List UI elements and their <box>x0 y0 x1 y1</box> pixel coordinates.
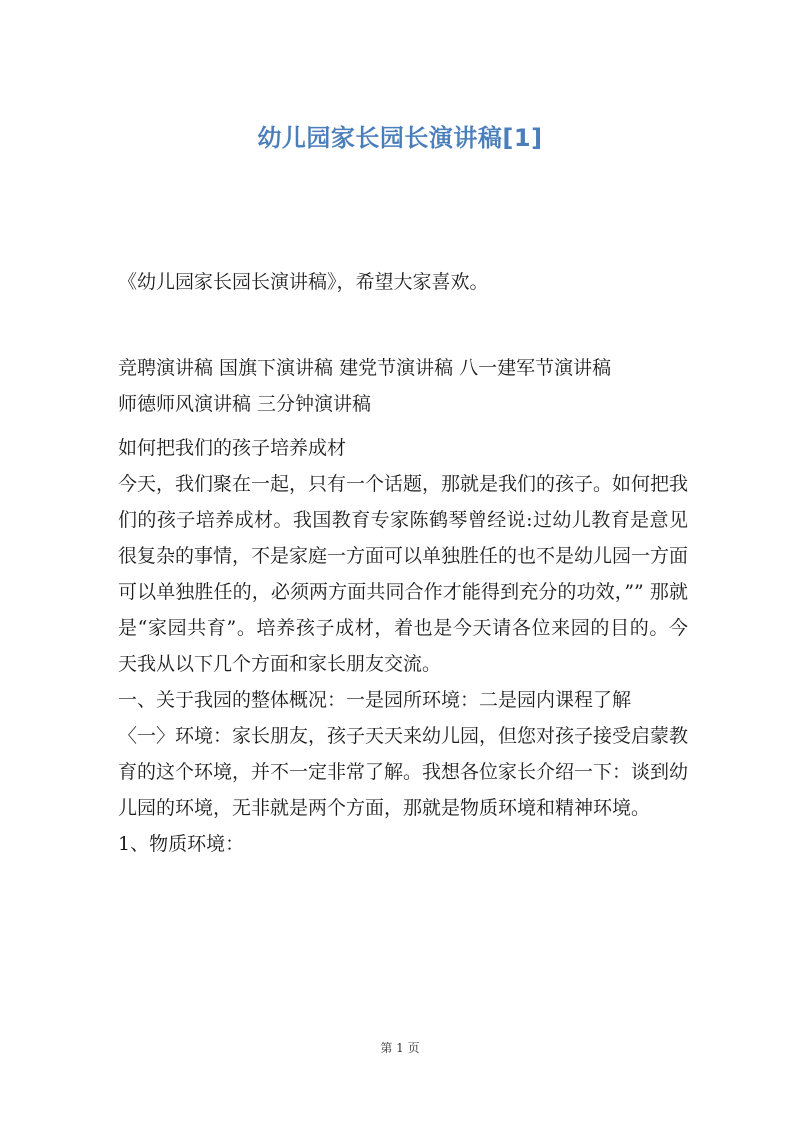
page-title: 幼儿园家长园长演讲稿[1] <box>257 124 543 152</box>
related-links-line[interactable]: 师德师风演讲稿 三分钟演讲稿 <box>118 393 372 415</box>
sub-heading: 1、物质环境： <box>118 833 245 855</box>
intro-paragraph: 《幼儿园家长园长演讲稿》，希望大家喜欢。 <box>118 271 489 293</box>
related-links <box>118 350 688 422</box>
body-paragraph: 今天，我们聚在一起，只有一个话题，那就是我们的孩子。如何把我们的孩子培养成材。我国教育专家陈鹤琴曾经说:过幼儿教育是意见很复杂的事情，不是家庭一方面可以单独胜任的也不是幼儿园一方面可以单独胜任的，必须两方面共同合作才能得到充分的功效，”” 那就是“家园共育”。培养孩子成材，着也是今天请各位来园的目的。今天我从以下几个方面和家长朋友交流。 <box>118 473 689 675</box>
section-heading: 一、关于我园的整体概况：一是园所环境：二是园内课程了解 <box>118 689 632 711</box>
body-paragraph: 〈一〉环境：家长朋友，孩子天天来幼儿园，但您对孩子接受启蒙教育的这个环境，并不一定非常了解。我想各位家长介绍一下：谈到幼儿园的环境，无非就是两个方面，那就是物质环境和精神环境。 <box>118 725 689 819</box>
section-heading: 如何把我们的孩子培养成材 <box>118 437 347 459</box>
main-content <box>118 430 688 862</box>
related-links-line[interactable]: 竞聘演讲稿 国旗下演讲稿 建党节演讲稿 八一建军节演讲稿 <box>118 357 612 379</box>
page-number: 第 1 页 <box>380 1041 420 1055</box>
